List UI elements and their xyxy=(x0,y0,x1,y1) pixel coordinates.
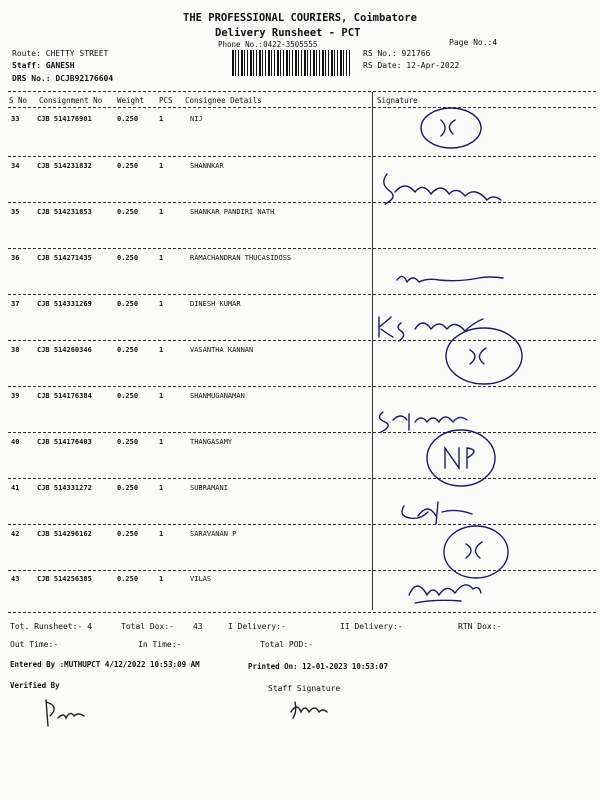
row-weight: 0.250 xyxy=(117,346,139,354)
row-pcs: 1 xyxy=(159,208,164,216)
row-weight: 0.250 xyxy=(117,300,139,308)
company-title: THE PROFESSIONAL COURIERS, Coimbatore xyxy=(183,12,417,24)
row-weight: 0.250 xyxy=(117,438,139,446)
col-header-consignment: Consignment No xyxy=(39,96,103,105)
ii-delivery: II Delivery:- xyxy=(340,622,403,631)
total-dox-value: 43 xyxy=(193,622,203,631)
total-runsheet: Tot. Runsheet:- 4 xyxy=(10,622,92,631)
table-bottom-rule xyxy=(8,612,596,613)
row-separator xyxy=(8,248,596,249)
row-weight: 0.250 xyxy=(117,254,139,262)
entered-by: Entered By :MUTHUPCT 4/12/2022 10:53:09 AM xyxy=(10,660,200,669)
row-sno: 35 xyxy=(11,208,20,216)
row-sno: 38 xyxy=(11,346,20,354)
signature-column-divider xyxy=(372,92,373,610)
col-header-pcs: PCS xyxy=(159,96,173,105)
col-header-consignee: Consignee Details xyxy=(185,96,262,105)
page-number: Page No.:4 xyxy=(449,38,498,47)
row-weight: 0.250 xyxy=(117,575,139,583)
row-consignment-no: CJB 514271435 xyxy=(37,254,92,262)
out-time: Out Time:- xyxy=(10,640,59,649)
row-weight: 0.250 xyxy=(117,115,139,123)
row-separator xyxy=(8,294,596,295)
row-weight: 0.250 xyxy=(117,162,139,170)
row-sno: 43 xyxy=(11,575,20,583)
printed-on: Printed On: 12-01-2023 10:53:07 xyxy=(248,662,388,671)
barcode-image xyxy=(232,50,350,76)
row-pcs: 1 xyxy=(159,438,164,446)
staff-signature-icon xyxy=(287,698,337,720)
verifier-signature-icon xyxy=(40,696,90,730)
row-consignment-no: CJB 514176901 xyxy=(37,115,92,123)
row-consignment-no: CJB 514176403 xyxy=(37,438,92,446)
row-consignee: SUBRAMANI xyxy=(190,484,228,492)
row-sno: 34 xyxy=(11,162,20,170)
row-pcs: 1 xyxy=(159,346,164,354)
signature-scribble-icon xyxy=(395,268,505,288)
row-separator xyxy=(8,432,596,433)
phone-number: Phone No.:0422-3505555 xyxy=(218,40,318,49)
row-sno: 36 xyxy=(11,254,20,262)
table-header-rule xyxy=(8,107,596,108)
row-separator xyxy=(8,478,596,479)
col-header-weight: Weight xyxy=(117,96,145,105)
total-dox-label: Total Dox:- xyxy=(121,622,174,631)
row-consignment-no: CJB 514296162 xyxy=(37,530,92,538)
row-consignee: SHANMUGANAMAN xyxy=(190,392,245,400)
row-consignee: SHANNKAR xyxy=(190,162,224,170)
row-consignment-no: CJB 514260346 xyxy=(37,346,92,354)
total-pod: Total POD:- xyxy=(260,640,313,649)
row-pcs: 1 xyxy=(159,162,164,170)
drs-number: DRS No.: DCJB92176604 xyxy=(12,74,114,83)
row-consignment-no: CJB 514176384 xyxy=(37,392,92,400)
rs-date: RS Date: 12-Apr-2022 xyxy=(363,61,460,70)
row-consignee: NIJ xyxy=(190,115,203,123)
row-sno: 41 xyxy=(11,484,20,492)
row-weight: 0.250 xyxy=(117,392,139,400)
row-pcs: 1 xyxy=(159,300,164,308)
row-consignee: SHANKAR PANDIRI NATH xyxy=(190,208,275,216)
row-consignee: DINESH KUMAR xyxy=(190,300,241,308)
row-sno: 33 xyxy=(11,115,20,123)
runsheet-subtitle: Delivery Runsheet - PCT xyxy=(215,27,361,39)
staff-label: Staff: GANESH xyxy=(12,61,75,70)
verified-by-label: Verified By xyxy=(10,681,60,690)
row-weight: 0.250 xyxy=(117,208,139,216)
row-pcs: 1 xyxy=(159,575,164,583)
row-consignment-no: CJB 514256385 xyxy=(37,575,92,583)
col-header-sno: S No xyxy=(9,96,28,105)
row-pcs: 1 xyxy=(159,530,164,538)
row-consignment-no: CJB 514331272 xyxy=(37,484,92,492)
row-consignee: RAMACHANDRAN THUCASIDOSS xyxy=(190,254,292,262)
row-weight: 0.250 xyxy=(117,530,139,538)
col-header-signature: Signature xyxy=(377,96,418,105)
row-consignment-no: CJB 514231832 xyxy=(37,162,92,170)
row-sno: 39 xyxy=(11,392,20,400)
signature-last-icon xyxy=(405,575,485,609)
row-consignee: THANGASAMY xyxy=(190,438,233,446)
row-consignee: SARAVANAN P xyxy=(190,530,237,538)
row-sno: 40 xyxy=(11,438,20,446)
row-sno: 37 xyxy=(11,300,20,308)
row-pcs: 1 xyxy=(159,254,164,262)
route-label: Route: CHETTY STREET xyxy=(12,49,109,58)
rtn-dox: RTN Dox:- xyxy=(458,622,502,631)
row-pcs: 1 xyxy=(159,484,164,492)
row-consignee: VILAS xyxy=(190,575,212,583)
row-pcs: 1 xyxy=(159,115,164,123)
table-top-rule xyxy=(8,91,596,92)
stamp-np-icon xyxy=(423,422,503,492)
staff-signature-label: Staff Signature xyxy=(268,684,341,693)
row-consignment-no: CJB 514331269 xyxy=(37,300,92,308)
row-pcs: 1 xyxy=(159,392,164,400)
i-delivery: I Delivery:- xyxy=(228,622,286,631)
stamp-dc-icon xyxy=(440,322,530,388)
stamp-circle-icon xyxy=(415,106,495,156)
row-sno: 42 xyxy=(11,530,20,538)
row-weight: 0.250 xyxy=(117,484,139,492)
rs-number: RS No.: 921766 xyxy=(363,49,431,58)
in-time: In Time:- xyxy=(138,640,182,649)
row-consignment-no: CJB 514231853 xyxy=(37,208,92,216)
signature-sangeetha-icon xyxy=(375,170,535,210)
row-separator xyxy=(8,156,596,157)
row-consignee: VASANTHA KANNAN xyxy=(190,346,254,354)
